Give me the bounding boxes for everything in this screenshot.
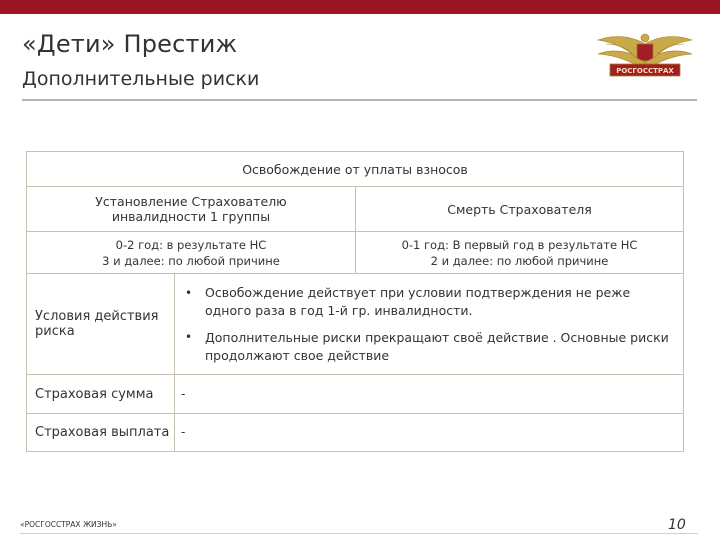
header-disability-line-1: Установление Страхователю: [95, 194, 287, 209]
conditions-content: [174, 274, 683, 374]
header-death: Смерть Страхователя: [355, 187, 683, 231]
payout-value-cell: [174, 414, 683, 451]
values-death-line-1: 0-1 год: В первый год в результате НС: [401, 237, 638, 252]
values-disability-line-1: 0-2 год: в результате НС: [115, 237, 267, 252]
payout-row: [27, 413, 683, 451]
values-disability-line-2: 3 и далее: по любой причине: [102, 253, 280, 268]
top-bar: [0, 0, 720, 14]
sum-value-cell: [174, 375, 683, 413]
table-title-row: [27, 152, 683, 186]
bullet-icon: •: [185, 286, 193, 300]
footer-divider: [20, 533, 698, 534]
values-disability: [27, 232, 355, 273]
header-disability: [27, 187, 355, 231]
sum-label: Страховая сумма: [35, 386, 154, 402]
rosgosstrakh-logo: [592, 30, 698, 86]
page-number: 10: [668, 517, 686, 533]
conditions-label-line-1: Условия действия: [35, 309, 159, 324]
table-subheader-row: [27, 186, 683, 231]
section-title: Освобождение от уплаты взносов: [242, 161, 468, 177]
bullet-icon: •: [185, 330, 193, 344]
values-death: [355, 232, 683, 273]
page-subtitle: Дополнительные риски: [22, 68, 260, 90]
condition-item: Освобождение действует при условии подтверждения не реже одного раза в год 1-й гр. инвалидности.: [205, 285, 631, 318]
header-divider: [22, 99, 697, 101]
sum-value: -: [181, 387, 186, 401]
svg-text:РОСГОССТРАХ: РОСГОССТРАХ: [616, 67, 674, 75]
values-death-line-2: 2 и далее: по любой причине: [430, 253, 609, 268]
conditions-row: [27, 273, 683, 374]
conditions-label: [27, 274, 174, 374]
page-title: «Дети» Престиж: [22, 30, 238, 58]
risk-table: [26, 151, 684, 452]
sum-row: [27, 374, 683, 413]
condition-item: Дополнительные риски прекращают своё действие . Основные риски продолжают свое действие: [205, 330, 669, 363]
footer-company: «РОСГОССТРАХ ЖИЗНЬ»: [20, 520, 117, 529]
conditions-label-line-2: риска: [35, 324, 75, 339]
payout-value: -: [181, 425, 186, 439]
payout-label: Страховая выплата: [35, 425, 170, 440]
header-disability-line-2: инвалидности 1 группы: [111, 209, 271, 224]
table-values-row: [27, 231, 683, 273]
